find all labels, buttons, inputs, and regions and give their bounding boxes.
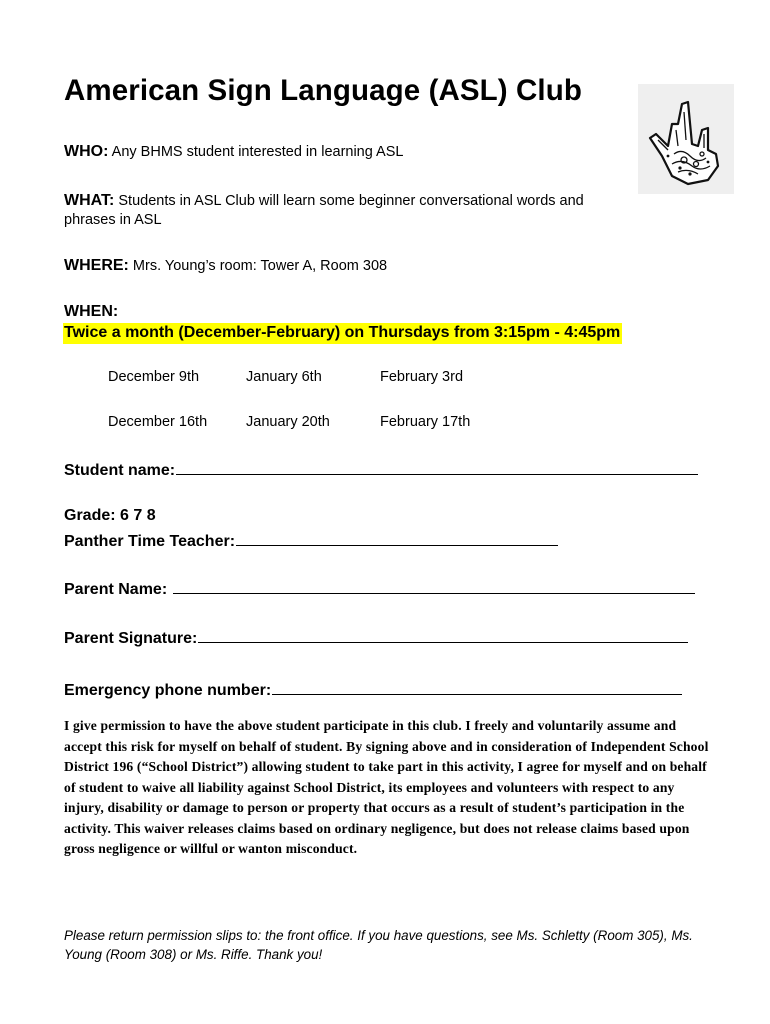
date-dec-16: December 16th: [108, 414, 208, 430]
asl-hand-icon: [638, 84, 734, 194]
date-jan-20: January 20th: [246, 414, 330, 430]
grade-line: Grade: 6 7 8: [64, 507, 156, 524]
page-title: American Sign Language (ASL) Club: [64, 74, 582, 107]
parent-signature-label: Parent Signature:: [64, 630, 198, 647]
parent-name-blank[interactable]: [173, 578, 695, 594]
student-name-field[interactable]: [64, 459, 698, 480]
emergency-phone-blank[interactable]: [272, 679, 682, 695]
parent-signature-field[interactable]: [64, 627, 688, 648]
emergency-phone-label: Emergency phone number:: [64, 682, 272, 699]
date-feb-3: February 3rd: [380, 369, 464, 385]
what-line: [64, 191, 624, 230]
panther-teacher-blank[interactable]: [236, 530, 558, 546]
student-name-label: Student name:: [64, 462, 176, 479]
student-name-blank[interactable]: [176, 459, 698, 475]
date-jan-6: January 6th: [246, 369, 322, 385]
when-label: WHEN:: [64, 303, 119, 320]
emergency-phone-field[interactable]: [64, 679, 682, 700]
when-schedule: Twice a month (December-February) on Thursdays from 3:15pm - 4:45pm: [63, 323, 622, 344]
parent-signature-blank[interactable]: [198, 627, 688, 643]
panther-teacher-field[interactable]: [64, 530, 558, 551]
what-label: WHAT:: [64, 192, 115, 209]
where-text: Mrs. Young’s room: Tower A, Room 308: [132, 258, 388, 274]
date-dec-9: December 9th: [108, 369, 200, 385]
date-feb-17: February 17th: [380, 414, 471, 430]
what-text: Students in ASL Club will learn some beginner conversational words and phrases in ASL: [64, 193, 584, 228]
parent-name-field[interactable]: [64, 578, 695, 599]
liability-waiver: I give permission to have the above student participate in this club. I freely and voluntarily assume and accept this risk for myself on behalf of student. By signing above and in consideration of Independent School District 196 (“School District”) allowing student to take part in this activity, I agree for myself and on behalf of student to waive all liability against School District, its employees and volunteers with respect to any injury, disability or damage to person or property that occurs as a result of student’s participation in the activity. This waiver releases claims based on ordinary negligence, but does not release claims based upon gross negligence or willful or wanton misconduct.: [64, 718, 709, 856]
who-label: WHO:: [64, 143, 109, 160]
where-line: [64, 256, 387, 276]
return-instructions: Please return permission slips to: the front office. If you have questions, see Ms. Schletty (Room 305), Ms. Young (Room 308) or Ms. Riffe. Thank you!: [64, 928, 693, 962]
who-line: [64, 142, 403, 162]
parent-name-label: Parent Name:: [64, 581, 168, 598]
who-text: Any BHMS student interested in learning ASL: [111, 144, 404, 160]
panther-teacher-label: Panther Time Teacher:: [64, 533, 236, 550]
where-label: WHERE:: [64, 257, 129, 274]
asl-hand-drawing: [638, 84, 734, 194]
